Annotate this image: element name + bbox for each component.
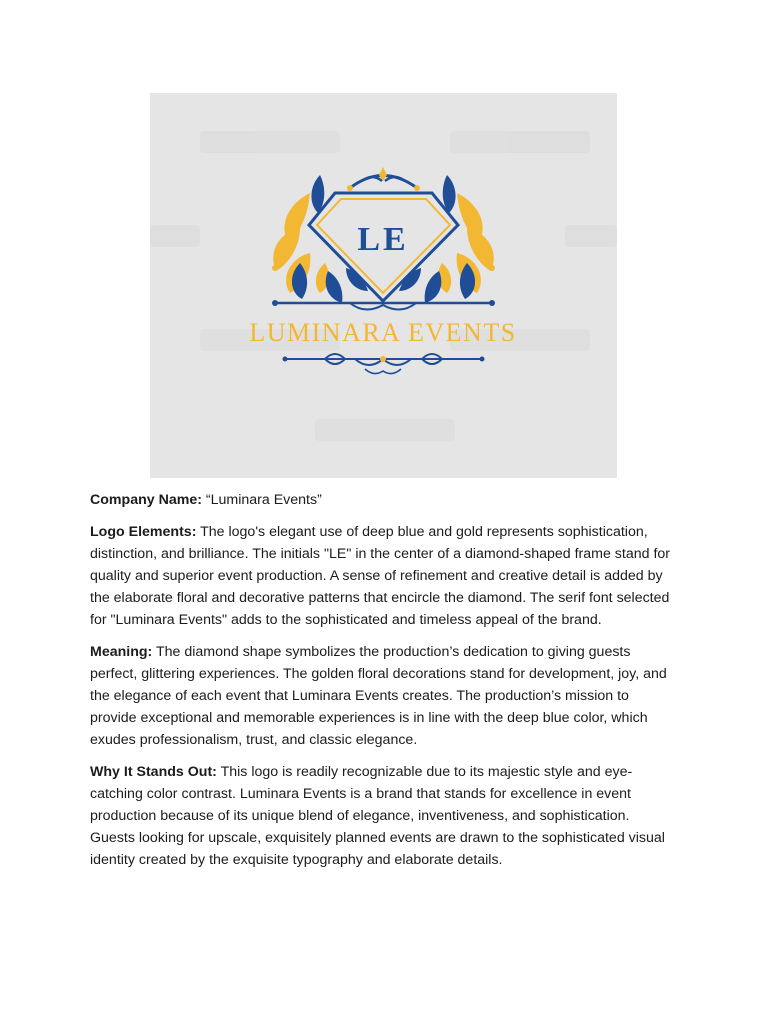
bottom-flourish (283, 354, 485, 374)
company-name-paragraph (90, 489, 670, 511)
why-it-stands-out-paragraph (90, 761, 670, 871)
section-label: Meaning: (90, 644, 153, 660)
logo-wordmark: LUMINARA EVENTS (249, 318, 517, 347)
logo-initials: LE (357, 221, 409, 258)
section-text: This logo is readily recognizable due to its majestic style and eye-catching color contrast. Luminara Events is a brand that stands for excellence in event production because of its unique blend of elegance, inventiveness, and sophistication. Guests looking for upscale, exquisitely planned events are drawn to the sophisticated visual identity created by the exquisite typography and elaborate details. (90, 764, 665, 868)
logo-elements-paragraph (90, 521, 670, 631)
section-label: Company Name: (90, 492, 202, 508)
logo-image (150, 93, 617, 478)
section-text: The diamond shape symbolizes the production’s dedication to giving guests perfect, glittering experiences. The golden floral decorations stand for development, joy, and the elegance of each event that Luminara Events creates. The production’s mission to provide exceptional and memorable experiences is in line with the deep blue color, which exudes professionalism, trust, and classic elegance. (90, 644, 667, 748)
luminara-logo (150, 93, 617, 478)
crown-ornament (347, 167, 420, 191)
meaning-paragraph (90, 641, 670, 751)
document-body (90, 489, 670, 881)
section-label: Why It Stands Out: (90, 764, 217, 780)
section-label: Logo Elements: (90, 524, 197, 540)
section-text: “Luminara Events” (201, 492, 322, 508)
section-text: The logo's elegant use of deep blue and gold represents sophistication, distinction, and brilliance. The initials "LE" in the center of a diamond-shaped frame stand for quality and superior event production. A sense of refinement and creative detail is added by the elaborate floral and decorative patterns that encircle the diamond. The serif font selected for "Luminara Events" adds to the sophisticated and timeless appeal of the brand. (90, 524, 670, 628)
